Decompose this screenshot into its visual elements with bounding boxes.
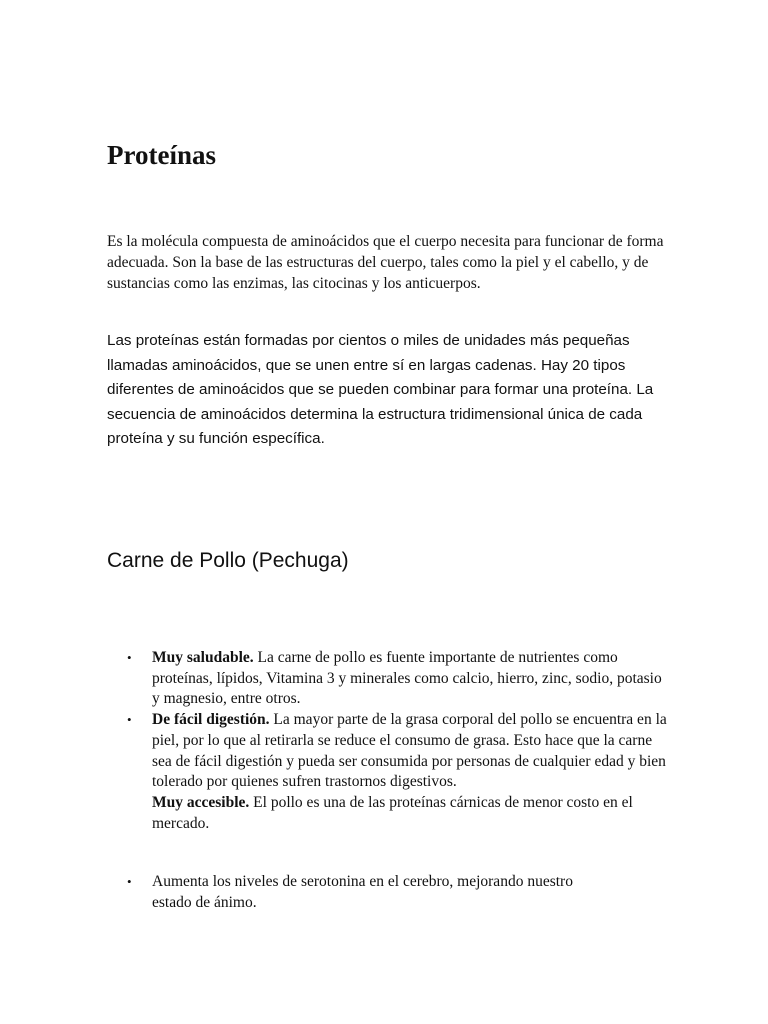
benefit-title: De fácil digestión. (152, 711, 270, 729)
detail-paragraph: Las proteínas están formadas por cientos o miles de unidades más pequeñas llamadas aminoácidos, que se unen entre sí en largas cadenas. Hay 20 tipos diferentes de aminoácidos que se pueden combinar para formar una proteína. La secuencia de aminoácidos determina la estructura tridimensional única de cada proteína y su función específica. (107, 332, 654, 447)
benefits-list (0, 648, 768, 834)
list-item (0, 710, 672, 834)
benefit-text: La carne de pollo es fuente importante de nutrientes como proteínas, lípidos, Vitamina 3 y minerales como calcio, hierro, zinc, sodio, potasio y magnesio, entre otros. (152, 649, 662, 708)
page-title: Proteínas (107, 140, 216, 170)
benefit-title: Muy saludable. (152, 649, 254, 666)
benefit-text: El pollo es una de las proteínas cárnicas de menor costo en el mercado. (152, 793, 633, 832)
benefit-title: Muy accesible. (152, 793, 250, 811)
list-item (0, 872, 592, 913)
bullet-icon: • (127, 874, 132, 889)
bullet-icon: • (127, 712, 132, 728)
bullet-icon: • (127, 650, 132, 665)
benefit-text: Aumenta los niveles de serotonina en el cerebro, mejorando nuestro estado de ánimo. (152, 873, 573, 911)
list-item (0, 648, 672, 710)
intro-paragraph: Es la molécula compuesta de aminoácidos que el cuerpo necesita para funcionar de forma adecuada. Son la base de las estructuras del cuerpo, tales como la piel y el cabello, y de sustancias como las enzimas, las citocinas y los anticuerpos. (107, 233, 664, 292)
section-heading: Carne de Pollo (Pechuga) (107, 549, 349, 572)
benefit-subparagraph (152, 793, 672, 834)
benefits-list-continued (0, 872, 768, 913)
benefit-text: La mayor parte de la grasa corporal del pollo se encuentra en la piel, por lo que al retirarla se reduce el consumo de grasa. Esto hace que la carne sea de fácil digestión y pueda ser consumida por personas de cualquier edad y bien tolerado por quienes sufren trastornos digestivos. (152, 711, 667, 791)
